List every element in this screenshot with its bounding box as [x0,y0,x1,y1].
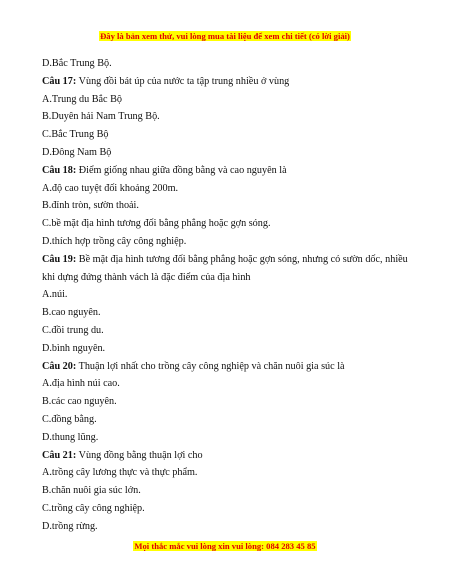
option-a: A.trồng cây lương thực và thực phẩm. [42,467,198,479]
option-a: A.núi. [42,289,68,301]
option-d: D.Đông Nam Bộ [42,146,112,158]
banner-text: Đây là bản xem thử, vui lòng mua tài liệu để xem chi tiết (có lời giải) [100,31,350,41]
option-b: B.các cao nguyên. [42,396,117,408]
question-text: Thuận lợi nhất cho trồng cây công nghiệp và chăn nuôi gia súc là [76,360,345,372]
option-d: D.trồng rừng. [42,520,98,532]
option-a: A.địa hình núi cao. [42,378,120,390]
option-c: C.trồng cây công nghiệp. [42,502,145,514]
footer-text: Mọi thắc mắc vui lòng xin vui lòng: 084 283 45 85 [134,541,316,551]
option-b: B.chăn nuôi gia súc lớn. [42,485,141,497]
option-c: C.bề mặt địa hình tương đối bằng phẳng hoặc gợn sóng. [42,218,271,230]
option-c: C.đồng bằng. [42,413,97,425]
question-19 [42,251,417,287]
preview-banner [0,26,450,44]
question-label: Câu 17: [42,75,77,87]
document-body [42,55,417,536]
option-c: C.đồi trung du. [42,324,104,336]
option-b: B.đỉnh tròn, sườn thoải. [42,200,139,212]
option-b: B.Duyên hải Nam Trung Bộ. [42,111,160,123]
question-21 [42,447,417,465]
question-text: Vùng đồi bát úp của nước ta tập trung nhiều ở vùng [76,75,290,87]
question-label: Câu 21: [42,449,77,461]
question-17 [42,73,417,91]
question-label: Câu 18: [42,164,77,176]
option-b: B.cao nguyên. [42,307,101,319]
option-d: D.bình nguyên. [42,342,106,354]
contact-footer [0,536,450,554]
option-a: A.độ cao tuyệt đối khoảng 200m. [42,182,179,194]
question-18 [42,162,417,180]
option-d: D.thung lũng. [42,431,99,443]
option-a: A.Trung du Bắc Bộ [42,93,122,105]
question-label: Câu 19: [42,253,77,265]
option-d: D.thích hợp trồng cây công nghiệp. [42,235,187,247]
question-text: Bề mặt địa hình tương đối bằng phẳng hoặc gợn sóng, nhưng có sườn dốc, nhiều khi dựng đứng thành vách là đặc điểm của địa hình [42,253,408,283]
question-20 [42,358,417,376]
question-text: Điểm giống nhau giữa đồng bằng và cao nguyên là [76,164,287,176]
option-d: D.Bắc Trung Bộ. [42,58,112,69]
option-c: C.Bắc Trung Bộ [42,129,109,141]
question-text: Vùng đồng bằng thuận lợi cho [76,449,203,461]
question-label: Câu 20: [42,360,77,372]
